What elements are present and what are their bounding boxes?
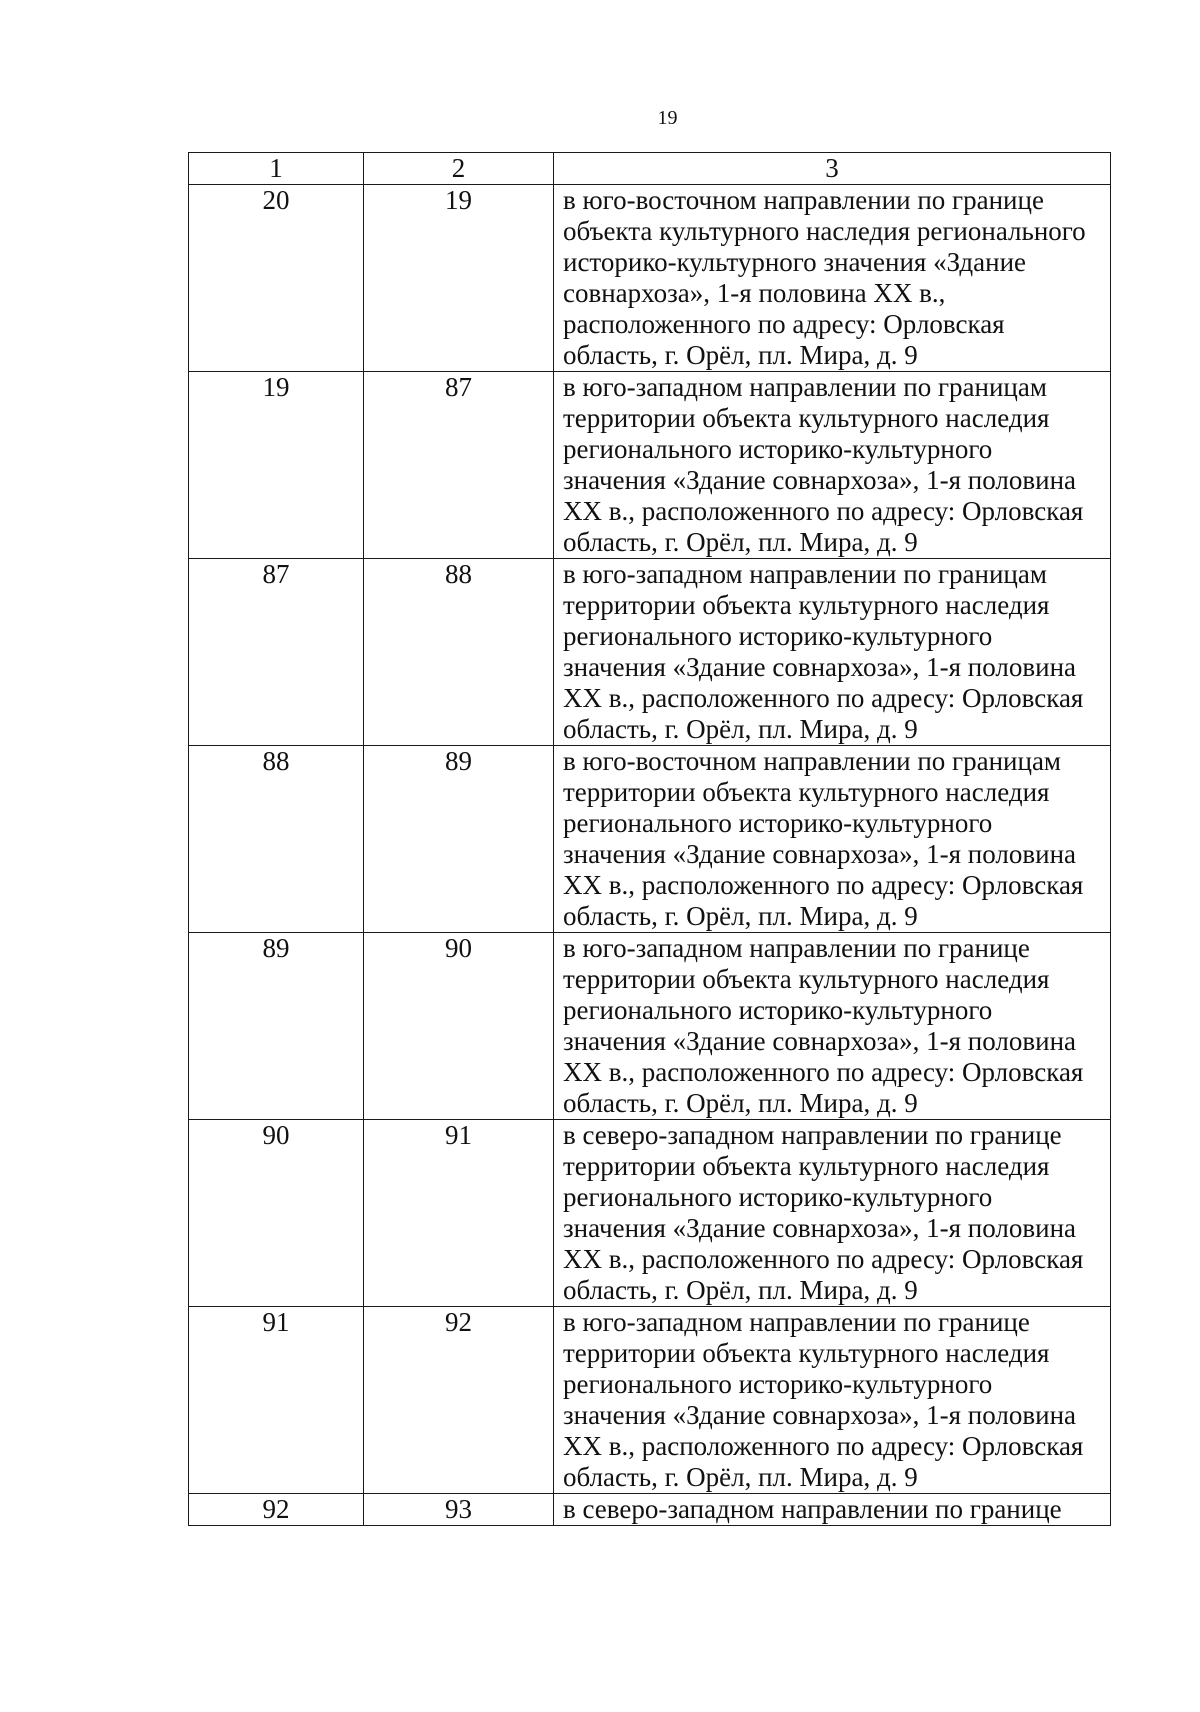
description-line: территории объекта культурного наследия bbox=[563, 590, 1050, 620]
point-from-cell: 88 bbox=[189, 746, 364, 933]
boundary-description-cell bbox=[554, 933, 1111, 1120]
description-line: территории объекта культурного наследия bbox=[563, 777, 1050, 807]
description-line: в юго-восточном направлении по границе bbox=[563, 185, 1044, 215]
description-line: XX в., расположенного по адресу: Орловская bbox=[563, 870, 1084, 900]
description-line: XX в., расположенного по адресу: Орловская bbox=[563, 496, 1084, 526]
description-line: значения «Здание совнархоза», 1-я половина bbox=[563, 1026, 1076, 1056]
point-to-cell: 19 bbox=[364, 185, 554, 372]
description-line: в юго-западном направлении по границе bbox=[563, 1307, 1030, 1337]
description-line: в северо-западном направлении по границе bbox=[563, 1120, 1062, 1150]
description-line: область, г. Орёл, пл. Мира, д. 9 bbox=[563, 340, 918, 370]
description-line: значения «Здание совнархоза», 1-я половина bbox=[563, 652, 1076, 682]
boundary-description-cell bbox=[554, 1307, 1111, 1494]
table-row bbox=[189, 1494, 1111, 1526]
point-to-cell: 90 bbox=[364, 933, 554, 1120]
description-line: историко-культурного значения «Здание bbox=[563, 247, 1027, 277]
table-row bbox=[189, 746, 1111, 933]
description-line: территории объекта культурного наследия bbox=[563, 403, 1050, 433]
point-to-cell: 89 bbox=[364, 746, 554, 933]
description-line: территории объекта культурного наследия bbox=[563, 1338, 1050, 1368]
table-row bbox=[189, 185, 1111, 372]
point-to-cell: 91 bbox=[364, 1120, 554, 1307]
description-line: расположенного по адресу: Орловская bbox=[563, 309, 1005, 339]
description-line: XX в., расположенного по адресу: Орловская bbox=[563, 1244, 1084, 1274]
point-from-cell: 92 bbox=[189, 1494, 364, 1526]
description-line: регионального историко-культурного bbox=[563, 621, 993, 651]
description-line: область, г. Орёл, пл. Мира, д. 9 bbox=[563, 527, 918, 557]
description-line: значения «Здание совнархоза», 1-я половина bbox=[563, 1213, 1076, 1243]
boundary-description-cell bbox=[554, 185, 1111, 372]
description-line: в юго-западном направлении по границам bbox=[563, 559, 1047, 589]
table-row bbox=[189, 1307, 1111, 1494]
boundary-description-cell bbox=[554, 1494, 1111, 1526]
boundary-description-cell bbox=[554, 746, 1111, 933]
table-row bbox=[189, 372, 1111, 559]
description-line: совнархоза», 1-я половина XX в., bbox=[563, 278, 946, 308]
description-line: XX в., расположенного по адресу: Орловская bbox=[563, 1431, 1084, 1461]
boundary-description-cell bbox=[554, 1120, 1111, 1307]
point-to-cell: 88 bbox=[364, 559, 554, 746]
point-to-cell: 92 bbox=[364, 1307, 554, 1494]
column-header-2: 2 bbox=[364, 153, 554, 185]
boundary-table bbox=[188, 152, 1111, 1526]
point-to-cell: 87 bbox=[364, 372, 554, 559]
description-line: XX в., расположенного по адресу: Орловская bbox=[563, 683, 1084, 713]
table-row bbox=[189, 1120, 1111, 1307]
point-from-cell: 87 bbox=[189, 559, 364, 746]
description-line: значения «Здание совнархоза», 1-я половина bbox=[563, 465, 1076, 495]
description-line: область, г. Орёл, пл. Мира, д. 9 bbox=[563, 1462, 918, 1492]
description-line: область, г. Орёл, пл. Мира, д. 9 bbox=[563, 901, 918, 931]
description-line: регионального историко-культурного bbox=[563, 1369, 993, 1399]
point-from-cell: 91 bbox=[189, 1307, 364, 1494]
table-row bbox=[189, 559, 1111, 746]
description-line: в северо-западном направлении по границе bbox=[563, 1494, 1062, 1524]
point-from-cell: 20 bbox=[189, 185, 364, 372]
boundary-description-cell bbox=[554, 372, 1111, 559]
point-from-cell: 19 bbox=[189, 372, 364, 559]
header-row bbox=[189, 153, 1111, 185]
description-line: XX в., расположенного по адресу: Орловская bbox=[563, 1057, 1084, 1087]
page-number: 19 bbox=[657, 107, 678, 129]
description-line: территории объекта культурного наследия bbox=[563, 1151, 1050, 1181]
description-line: регионального историко-культурного bbox=[563, 434, 993, 464]
table-body bbox=[189, 185, 1111, 1526]
description-line: значения «Здание совнархоза», 1-я половина bbox=[563, 839, 1076, 869]
point-to-cell: 93 bbox=[364, 1494, 554, 1526]
point-from-cell: 90 bbox=[189, 1120, 364, 1307]
description-line: область, г. Орёл, пл. Мира, д. 9 bbox=[563, 1088, 918, 1118]
point-from-cell: 89 bbox=[189, 933, 364, 1120]
description-line: значения «Здание совнархоза», 1-я половина bbox=[563, 1400, 1076, 1430]
table-row bbox=[189, 933, 1111, 1120]
description-line: регионального историко-культурного bbox=[563, 1182, 993, 1212]
description-line: территории объекта культурного наследия bbox=[563, 964, 1050, 994]
description-line: в юго-восточном направлении по границам bbox=[563, 746, 1062, 776]
description-line: область, г. Орёл, пл. Мира, д. 9 bbox=[563, 714, 918, 744]
description-line: в юго-западном направлении по границам bbox=[563, 372, 1047, 402]
column-header-3: 3 bbox=[554, 153, 1111, 185]
boundary-description-cell bbox=[554, 559, 1111, 746]
description-line: в юго-западном направлении по границе bbox=[563, 933, 1030, 963]
column-header-1: 1 bbox=[189, 153, 364, 185]
description-line: регионального историко-культурного bbox=[563, 995, 993, 1025]
description-line: регионального историко-культурного bbox=[563, 808, 993, 838]
description-line: область, г. Орёл, пл. Мира, д. 9 bbox=[563, 1275, 918, 1305]
description-line: объекта культурного наследия регионального bbox=[563, 216, 1086, 246]
